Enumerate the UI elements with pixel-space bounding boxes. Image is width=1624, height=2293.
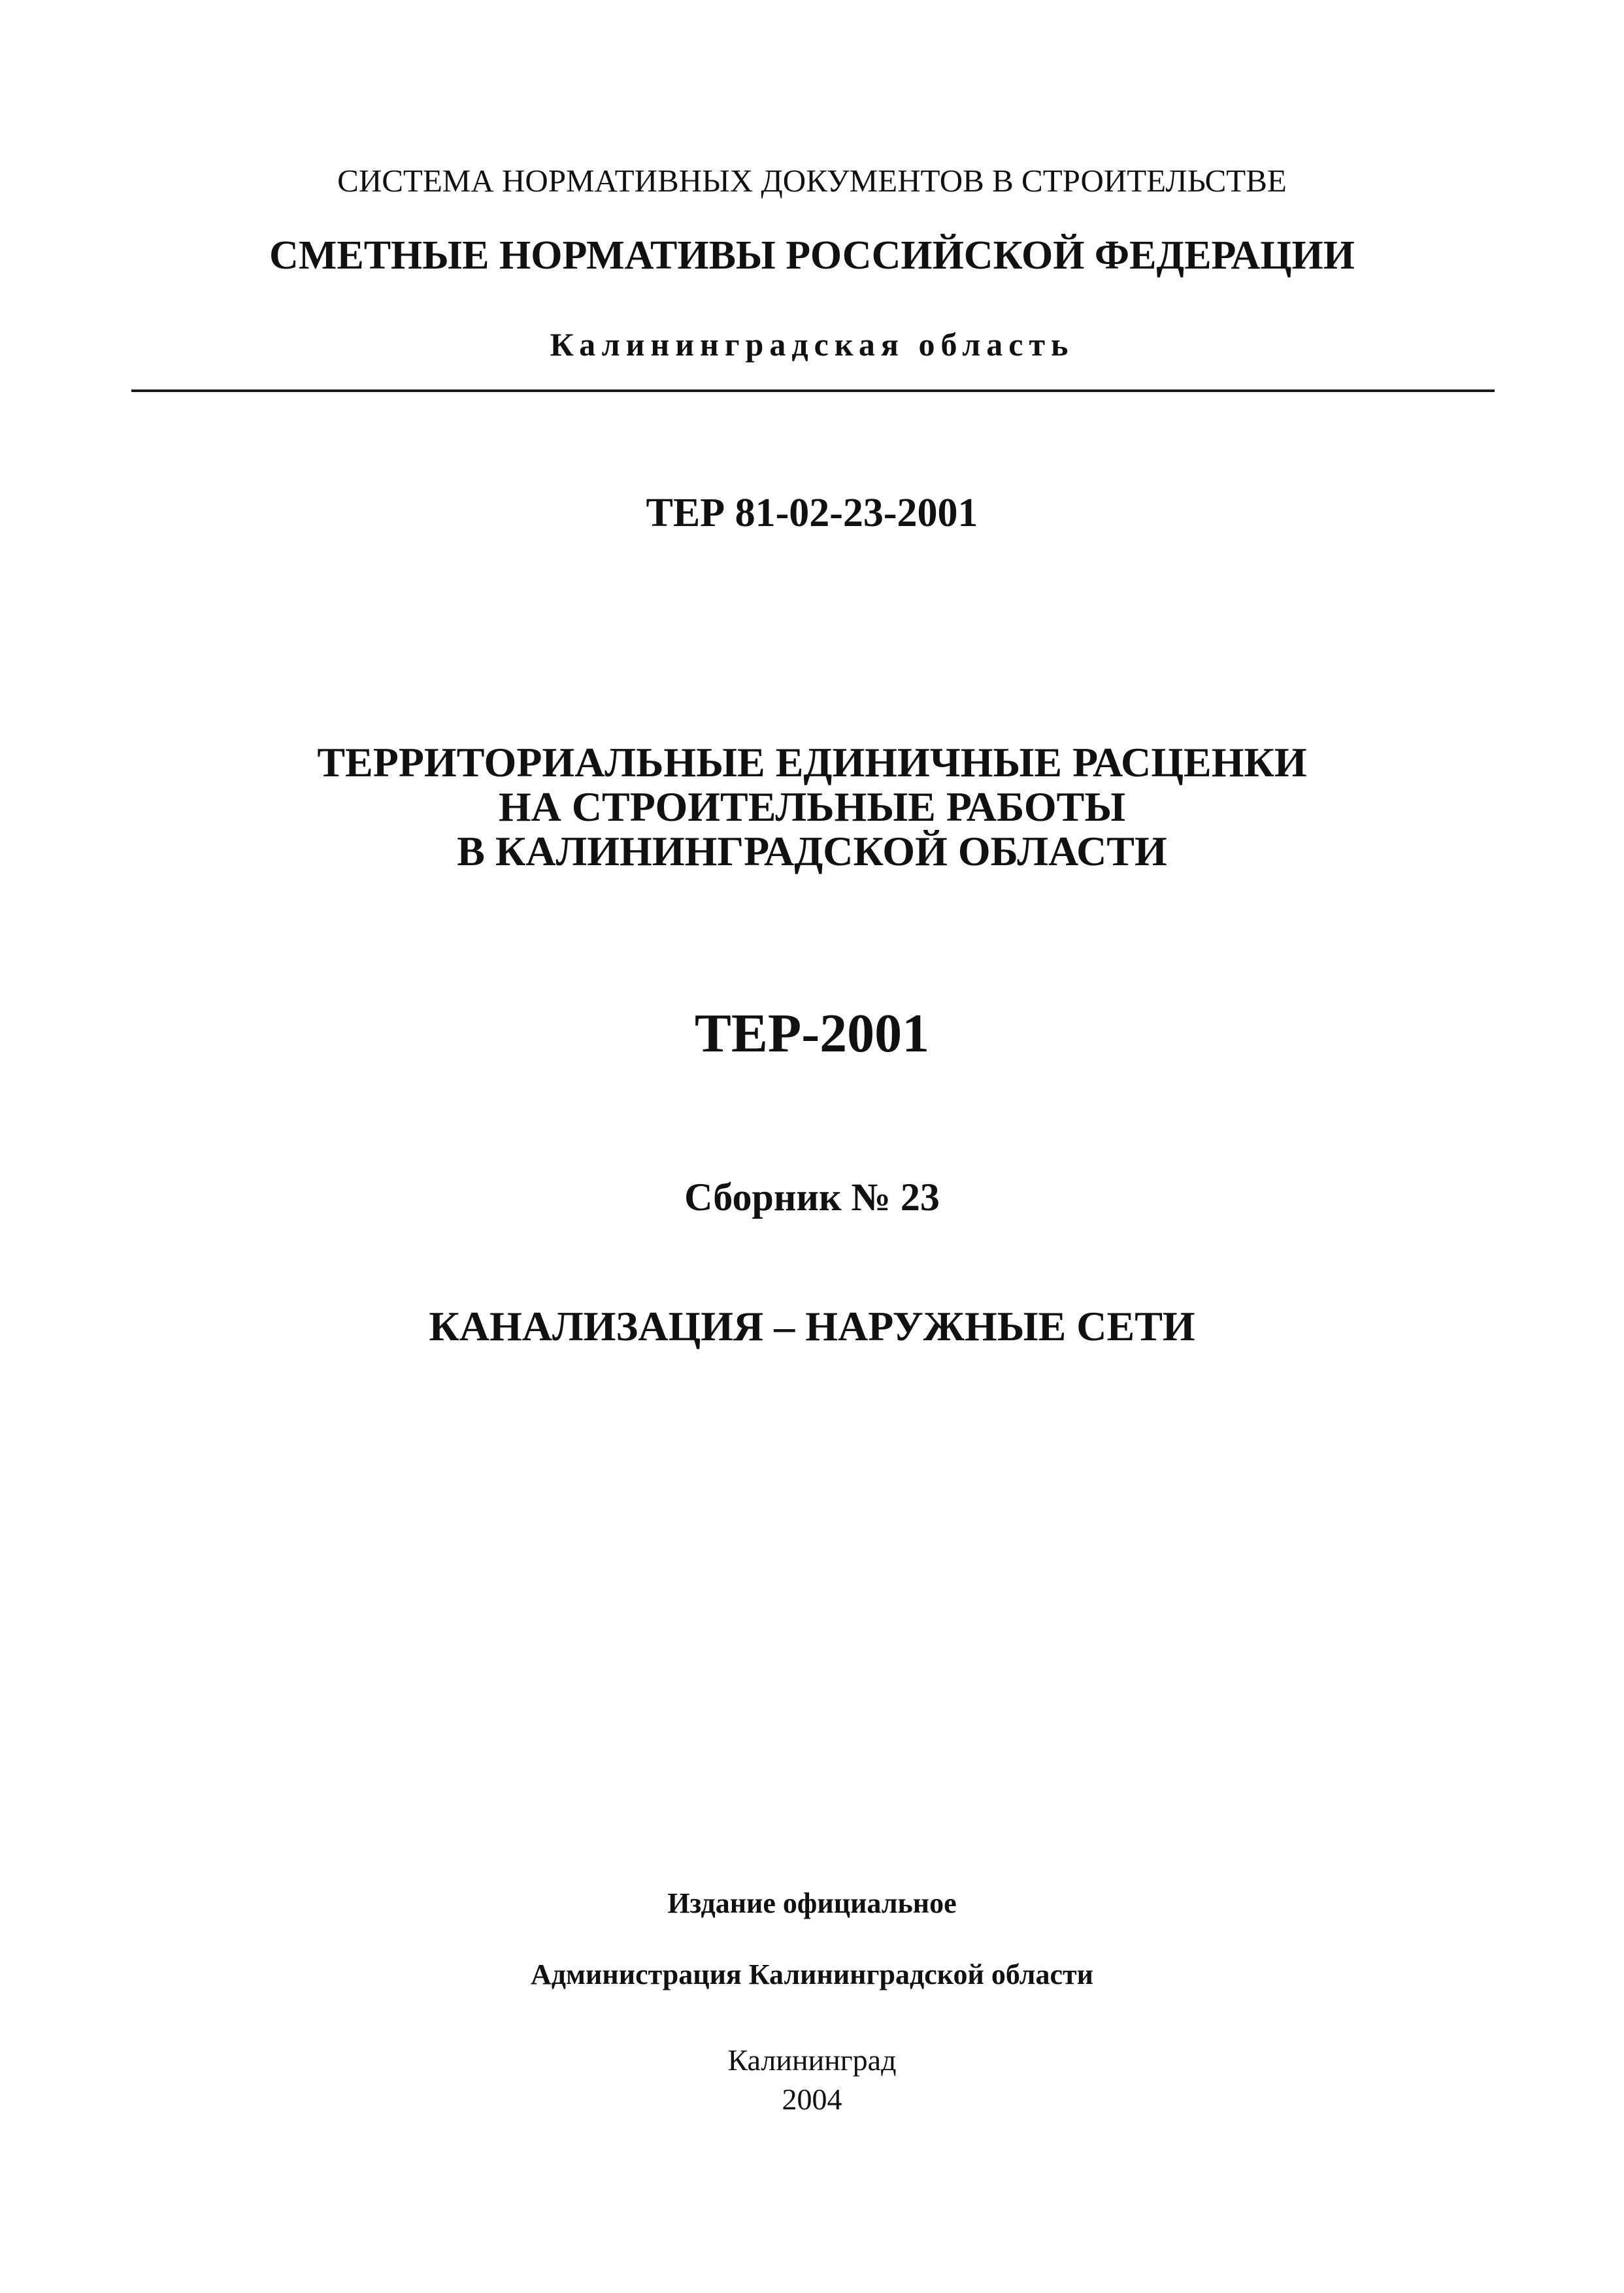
document-short-code: ТЕР-2001 — [694, 1003, 930, 1064]
region-heading: Калининградская область — [550, 326, 1074, 363]
collection-number: Сборник № 23 — [684, 1176, 940, 1219]
header-divider — [131, 389, 1495, 392]
collection-subject: КАНАЛИЗАЦИЯ – НАРУЖНЫЕ СЕТИ — [429, 1303, 1195, 1349]
document-title-line: В КАЛИНИНГРАДСКОЙ ОБЛАСТИ — [457, 828, 1167, 874]
publisher: Администрация Калининградской области — [531, 1958, 1093, 1990]
edition-note: Издание официальное — [667, 1887, 957, 1919]
document-title-line: НА СТРОИТЕЛЬНЫЕ РАБОТЫ — [498, 784, 1126, 830]
document-code: ТЕР 81-02-23-2001 — [646, 491, 978, 535]
document-title-line: ТЕРРИТОРИАЛЬНЫЕ ЕДИНИЧНЫЕ РАСЦЕНКИ — [317, 739, 1307, 785]
document-title — [0, 740, 1624, 874]
publication-city: Калининград — [727, 2043, 897, 2077]
publication-year: 2004 — [782, 2083, 842, 2116]
estimate-norms-series-heading: СМЕТНЫЕ НОРМАТИВЫ РОССИЙСКОЙ ФЕДЕРАЦИИ — [269, 233, 1355, 278]
normative-system-heading: СИСТЕМА НОРМАТИВНЫХ ДОКУМЕНТОВ В СТРОИТЕЛЬСТВЕ — [337, 163, 1287, 199]
